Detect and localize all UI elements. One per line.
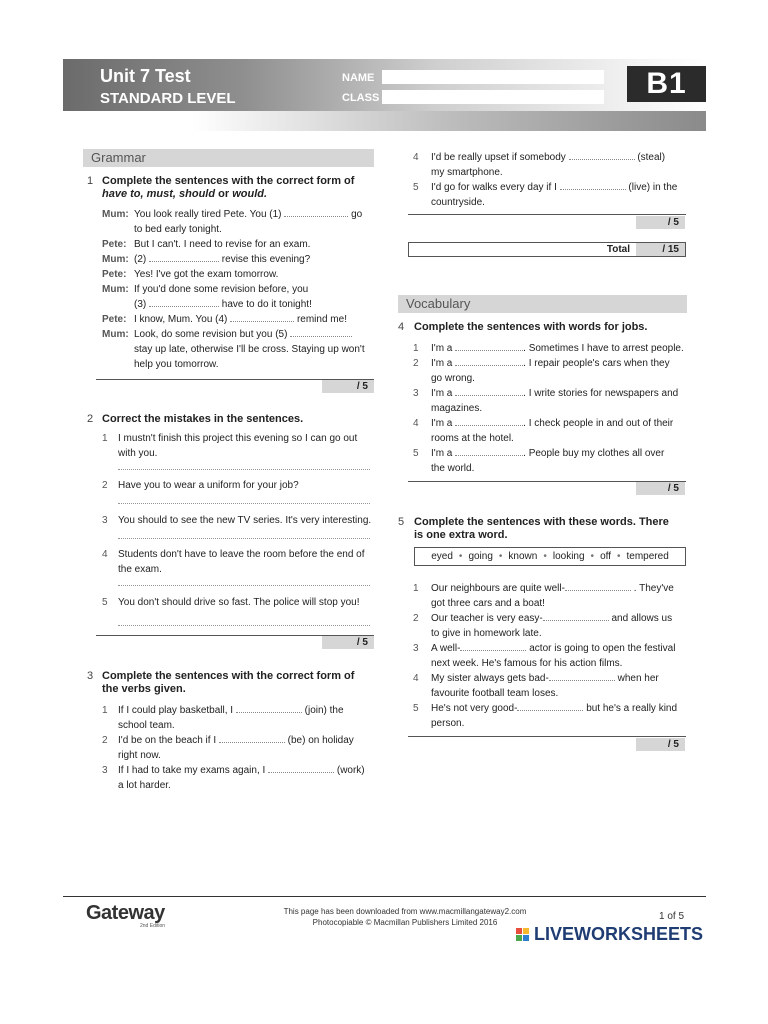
item-text: (steal) [637, 152, 666, 163]
q2-item [102, 595, 387, 610]
item-text: favourite football team loses. [431, 688, 559, 699]
item-text: I'm a [431, 418, 453, 429]
word-box [414, 547, 686, 566]
item-text: a lot harder. [118, 780, 171, 791]
item-text: and allows us [611, 613, 673, 624]
q1-title: Complete the sentences with the correct form of have to, must, should or would. [102, 175, 355, 200]
class-label: CLASS [342, 92, 380, 104]
speaker: Mum: [102, 329, 129, 340]
item-text: got three cars and a boat! [431, 598, 545, 609]
q2-answer-line-4[interactable] [118, 584, 370, 586]
q3-title-line: the verbs given. [102, 683, 186, 695]
q1-blank-2[interactable] [149, 252, 219, 262]
item-text: I'm a [431, 343, 453, 354]
item-number: 1 [102, 705, 108, 716]
dialogue-text: But I can't. I need to revise for an exam. [134, 239, 311, 250]
dialogue-text: stay up late, otherwise I'll be cross. Staying up won't [134, 344, 365, 355]
item-number: 4 [413, 673, 419, 684]
liveworksheets-brand[interactable] [516, 924, 703, 945]
item-text: A well- [431, 643, 461, 654]
q3-blank-4[interactable] [569, 150, 635, 160]
class-field[interactable] [382, 90, 604, 104]
total-label: Total [606, 244, 630, 255]
item-number: 4 [102, 549, 108, 560]
q3-blank-5[interactable] [560, 180, 626, 190]
item-number: 4 [413, 418, 419, 429]
name-field[interactable] [382, 70, 604, 84]
q2-item [102, 478, 382, 493]
item-text: school team. [118, 720, 175, 731]
item-text: I'd go for walks every day if I [431, 182, 557, 193]
item-text: countryside. [431, 197, 485, 208]
vocabulary-section-heading: Vocabulary [398, 295, 687, 313]
item-number: 2 [413, 358, 419, 369]
item-number: 5 [102, 597, 108, 608]
word-option: tempered [626, 551, 669, 562]
word-option: known [508, 551, 538, 562]
item-number: 3 [413, 643, 419, 654]
dialogue-text: If you'd done some revision before, you [134, 284, 309, 295]
q4-score-box: / 5 [636, 482, 685, 495]
q2-answer-line-2[interactable] [118, 502, 370, 504]
grammar-section-heading: Grammar [83, 149, 374, 167]
q2-item [102, 547, 382, 577]
q4-number: 4 [398, 321, 405, 333]
q5-score-box: / 5 [636, 738, 685, 751]
q5-blank-4[interactable] [549, 671, 615, 681]
item-number: 5 [413, 182, 419, 193]
liveworksheets-logo-icon [516, 928, 529, 941]
item-number: 2 [102, 480, 108, 491]
q4-blank-1[interactable] [455, 341, 523, 351]
gateway-logo: Gateway [86, 902, 165, 924]
speaker: Pete: [102, 314, 127, 325]
word-option: looking [552, 551, 585, 562]
q5-blank-3[interactable] [460, 641, 526, 651]
item-text: Have you to wear a uniform for your job? [118, 480, 299, 491]
item-text: I'm a [431, 448, 453, 459]
item-text: rooms at the hotel. [431, 433, 514, 444]
item-text: when her [617, 673, 659, 684]
item-number: 3 [413, 388, 419, 399]
speaker: Pete: [102, 239, 127, 250]
bullet-icon: • [498, 551, 503, 562]
dialogue-text: I know, Mum. You (4) [134, 314, 228, 325]
dialogue-text: revise this evening? [221, 254, 311, 265]
q4-blank-4[interactable] [455, 416, 523, 426]
item-text: Our neighbours are quite well- [431, 583, 565, 594]
q2-answer-line-5[interactable] [118, 624, 370, 626]
q1-blank-1[interactable] [284, 207, 348, 217]
bullet-icon: • [617, 551, 621, 562]
item-text: . They've [633, 583, 674, 594]
item-text: go wrong. [431, 373, 475, 384]
item-text: . I check people in and out of their [523, 418, 674, 429]
item-text: Students don't have to leave the room before the end of [118, 549, 365, 560]
item-text: actor is going to open the festival [529, 643, 676, 654]
q1-blank-5[interactable] [290, 327, 352, 337]
q4-items [413, 341, 703, 476]
item-text: magazines. [431, 403, 483, 414]
item-text: I mustn't finish this project this evening so I can go out [118, 433, 358, 444]
q3-title-line: Complete the sentences with the correct form of [102, 670, 355, 682]
divider [408, 214, 686, 215]
name-label: NAME [342, 72, 375, 84]
item-text: I'd be really upset if somebody [431, 152, 566, 163]
q3-title [102, 670, 377, 696]
word-option: eyed [431, 551, 453, 562]
edition-label: 2nd Edition [140, 923, 166, 929]
item-text: . People buy my clothes all over [523, 448, 665, 459]
item-text: If I could play basketball, I [118, 705, 234, 716]
item-text: You should to see the new TV series. It's very interesting. [118, 515, 372, 526]
item-text: with you. [118, 448, 158, 459]
q1-blank-3[interactable] [149, 297, 219, 307]
item-text: If I had to take my exams again, I [118, 765, 266, 776]
item-text: my smartphone. [431, 167, 503, 178]
bullet-icon: • [590, 551, 595, 562]
total-score-box: / 15 [636, 243, 685, 256]
divider [408, 736, 686, 737]
footer-divider [63, 896, 706, 897]
item-number: 5 [413, 703, 419, 714]
item-text: (work) [336, 765, 365, 776]
item-number: 3 [102, 765, 108, 776]
download-notice: This page has been downloaded from www.macmillangateway2.com [283, 907, 527, 916]
item-text: I'm a [431, 388, 453, 399]
dialogue-text: to bed early tonight. [134, 224, 222, 235]
item-text: (join) the [304, 705, 344, 716]
item-text: My sister always gets bad- [431, 673, 549, 684]
dialogue-text: (3) [134, 299, 147, 310]
q1-dialogue [102, 207, 382, 372]
q5-blank-1[interactable] [565, 581, 631, 591]
q5-title-line: is one extra word. [414, 529, 508, 541]
speaker: Pete: [102, 269, 127, 280]
item-text: . I repair people's cars when they [523, 358, 670, 369]
header-stripe [63, 111, 706, 131]
dialogue-text: have to do it tonight! [221, 299, 312, 310]
q2-answer-line-3[interactable] [118, 537, 370, 539]
item-number: 2 [413, 613, 419, 624]
q5-number: 5 [398, 516, 405, 528]
q4-blank-5[interactable] [455, 446, 523, 456]
copyright-notice: Photocopiable © Macmillan Publishers Limited 2016 [312, 918, 498, 927]
item-text: Our teacher is very easy- [431, 613, 543, 624]
item-text: You don't should drive so fast. The police will stop you! [118, 597, 360, 608]
dialogue-text: Yes! I've got the exam tomorrow. [134, 269, 279, 280]
q3-items-left [102, 703, 382, 793]
q1-blank-4[interactable] [230, 312, 294, 322]
q2-answer-line-1[interactable] [118, 468, 370, 470]
bullet-icon: • [543, 551, 547, 562]
item-text: person. [431, 718, 465, 729]
q1-number: 1 [87, 175, 94, 187]
level-label: STANDARD LEVEL [100, 90, 236, 107]
q4-title: Complete the sentences with words for jobs. [414, 321, 648, 333]
q3-score-box: / 5 [636, 216, 685, 229]
item-text: (be) on holiday [287, 735, 354, 746]
item-text: to give in homework late. [431, 628, 542, 639]
q2-title: Correct the mistakes in the sentences. [102, 413, 304, 425]
item-text: I'd be on the beach if I [118, 735, 217, 746]
q5-title [414, 516, 694, 542]
q5-blank-2[interactable] [543, 611, 609, 621]
dialogue-text: (2) [134, 254, 147, 265]
item-number: 4 [413, 152, 419, 163]
dialogue-text: Look, do some revision but you (5) [134, 329, 288, 340]
item-number: 5 [413, 448, 419, 459]
dialogue-text: go [351, 209, 363, 220]
q2-item [102, 431, 382, 461]
q3-items-right [413, 150, 703, 210]
bullet-icon: • [458, 551, 463, 562]
level-badge: B1 [627, 66, 706, 102]
speaker: Mum: [102, 254, 129, 265]
item-text: right now. [118, 750, 161, 761]
word-option: going [468, 551, 493, 562]
dialogue-text: You look really tired Pete. You (1) [134, 209, 282, 220]
q5-blank-5[interactable] [517, 701, 583, 711]
item-number: 2 [102, 735, 108, 746]
unit-title: Unit 7 Test [100, 66, 191, 86]
speaker: Mum: [102, 284, 129, 295]
dialogue-text: help you tomorrow. [134, 359, 219, 370]
item-text: the world. [431, 463, 475, 474]
q3-blank-1[interactable] [236, 703, 302, 713]
q3-blank-2[interactable] [219, 733, 285, 743]
item-number: 3 [102, 515, 108, 526]
item-text: (live) in the [628, 182, 678, 193]
item-text: the exam. [118, 564, 162, 575]
q4-blank-3[interactable] [455, 386, 523, 396]
q4-blank-2[interactable] [455, 356, 523, 366]
q5-title-line: Complete the sentences with these words. There [414, 516, 669, 528]
word-option: off [600, 551, 611, 562]
dialogue-text: remind me! [296, 314, 347, 325]
item-text: next week. He's famous for his action films. [431, 658, 623, 669]
item-number: 1 [413, 583, 419, 594]
item-text: but he's a really kind [586, 703, 678, 714]
item-number: 1 [102, 433, 108, 444]
q1-score-box: / 5 [322, 380, 374, 393]
item-text: He's not very good- [431, 703, 518, 714]
item-text: . Sometimes I have to arrest people. [523, 343, 684, 354]
q2-item [102, 513, 387, 528]
q3-number: 3 [87, 670, 94, 682]
q2-number: 2 [87, 413, 94, 425]
item-number: 1 [413, 343, 419, 354]
q2-score-box: / 5 [322, 636, 374, 649]
item-text: I'm a [431, 358, 453, 369]
page-indicator: 1 of 5 [659, 911, 685, 922]
q5-items [413, 581, 703, 731]
q3-blank-3[interactable] [268, 763, 334, 773]
speaker: Mum: [102, 209, 129, 220]
item-text: . I write stories for newspapers and [523, 388, 679, 399]
liveworksheets-label: LIVEWORKSHEETS [534, 924, 704, 944]
